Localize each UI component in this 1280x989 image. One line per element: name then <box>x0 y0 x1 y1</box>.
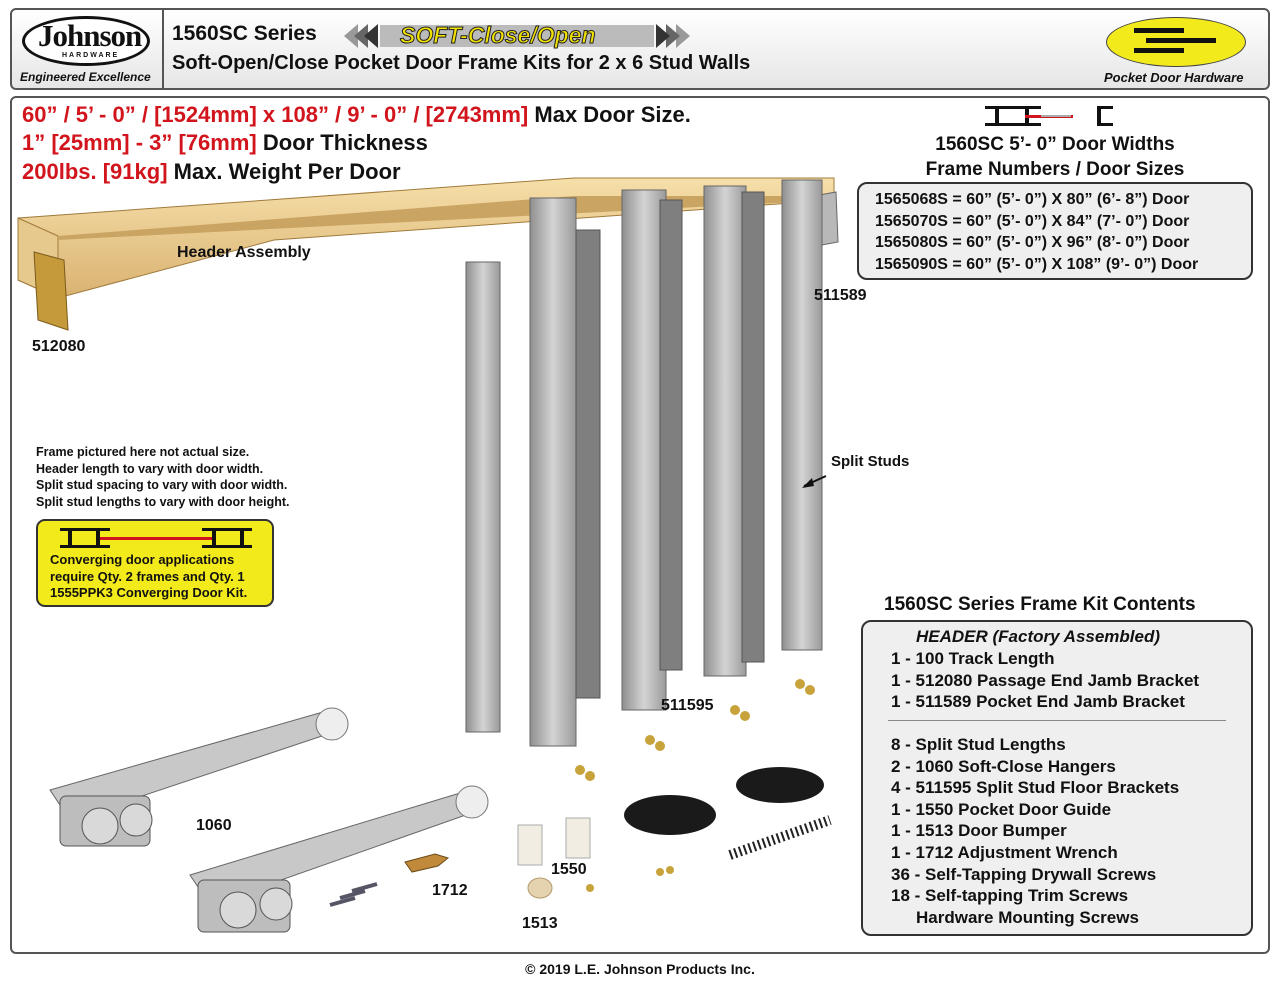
spec-thickness-value: 1” [25mm] - 3” [76mm] <box>22 130 257 155</box>
kit-item: 8 - Split Stud Lengths <box>891 735 1066 754</box>
kit-contents-title: 1560SC Series Frame Kit Contents <box>884 594 1196 615</box>
door-widths-title-line2: Frame Numbers / Door Sizes <box>925 159 1185 180</box>
part-511595-label: 511595 <box>661 697 714 714</box>
frame-notes <box>36 444 289 510</box>
part-1513-label: 1513 <box>522 915 558 932</box>
kit-item: 36 - Self-Tapping Drywall Screws <box>891 864 1157 884</box>
frame-size-item: 1565070S = 60” (5’- 0”) X 84” (7’- 0”) Door <box>875 212 1190 230</box>
kit-items-list <box>891 734 1179 928</box>
note-line: Split stud spacing to vary with door width. <box>36 478 288 492</box>
split-studs-label: Split Studs <box>831 453 910 470</box>
kit-item: 1 - 1513 Door Bumper <box>891 821 1067 841</box>
kit-item: 1 - 1550 Pocket Door Guide <box>891 799 1112 819</box>
kit-item: 18 - Self-tapping Trim Screws <box>891 886 1129 906</box>
part-1712-label: 1712 <box>432 882 468 899</box>
part-1060-label: 1060 <box>196 817 232 834</box>
part-512080-label: 512080 <box>32 338 86 355</box>
spec-door-thickness <box>22 130 428 156</box>
converging-door-text <box>50 552 270 602</box>
spec-thickness-label: Door Thickness <box>256 130 428 155</box>
door-widths-title-line1: 1560SC 5’- 0” Door Widths <box>935 134 1175 155</box>
converging-line: Converging door applications <box>50 552 235 567</box>
copyright: © 2019 L.E. Johnson Products Inc. <box>525 961 755 977</box>
frame-plan-icon <box>985 104 1125 128</box>
kit-header-list <box>891 648 1199 713</box>
logo-word: Johnson <box>38 18 142 53</box>
converging-frame-icon <box>60 526 252 550</box>
spec-size-value: 60” / 5’ - 0” / [1524mm] x 108” / 9’ - 0” / [2743mm] <box>22 102 529 127</box>
kit-item: Hardware Mounting Screws <box>916 907 1139 927</box>
frame-size-item: 1565068S = 60” (5’- 0”) X 80” (6’- 8”) Door <box>875 191 1190 208</box>
frame-sizes-box <box>857 182 1253 280</box>
kit-item: 4 - 511595 Split Stud Floor Brackets <box>891 778 1180 798</box>
logo-sub: HARDWARE <box>62 52 120 59</box>
spec-weight-value: 200lbs. [91kg] <box>22 159 168 184</box>
kit-item: 1 - 100 Track Length <box>891 649 1055 668</box>
spec-size-label: Max Door Size. <box>528 102 691 127</box>
frame-size-item: 1565080S = 60” (5’- 0”) X 96” (8’- 0”) Door <box>875 234 1190 251</box>
note-line: Header length to vary with door width. <box>36 461 264 476</box>
kit-item: 1 - 1712 Adjustment Wrench <box>891 842 1118 862</box>
tagline: Engineered Excellence <box>20 70 151 84</box>
hardware-illustration <box>40 660 840 950</box>
soft-close-label: SOFT-Close/Open <box>400 22 596 48</box>
converging-line: require Qty. 2 frames and Qty. 1 <box>50 568 245 584</box>
spec-max-door-size <box>22 102 691 128</box>
door-widths-title <box>870 132 1240 182</box>
part-511589-label: 511589 <box>814 287 867 304</box>
kit-item: 1 - 512080 Passage End Jamb Bracket <box>891 670 1200 690</box>
series-title: 1560SC Series <box>172 22 317 45</box>
pocket-door-track-icon <box>1134 28 1216 54</box>
frame-size-item: 1565090S = 60” (5’- 0”) X 108” (9’- 0”) Door <box>875 255 1199 273</box>
spec-weight-label: Max. Weight Per Door <box>167 159 401 184</box>
kit-item: 2 - 1060 Soft-Close Hangers <box>891 756 1116 776</box>
part-1550-label: 1550 <box>551 861 587 878</box>
kit-header-heading: HEADER (Factory Assembled) <box>916 627 1161 646</box>
subtitle: Soft-Open/Close Pocket Door Frame Kits for 2 x 6 Stud Walls <box>172 52 751 74</box>
kit-divider <box>888 720 1226 721</box>
note-line: Split stud lengths to vary with door height. <box>36 494 290 509</box>
kit-item: 1 - 511589 Pocket End Jamb Bracket <box>891 692 1185 712</box>
pocket-door-hardware-label: Pocket Door Hardware <box>1104 70 1244 85</box>
header-assembly-label: Header Assembly <box>177 244 311 261</box>
note-line: Frame pictured here not actual size. <box>36 445 250 459</box>
converging-line: 1555PPK3 Converging Door Kit. <box>50 585 248 600</box>
